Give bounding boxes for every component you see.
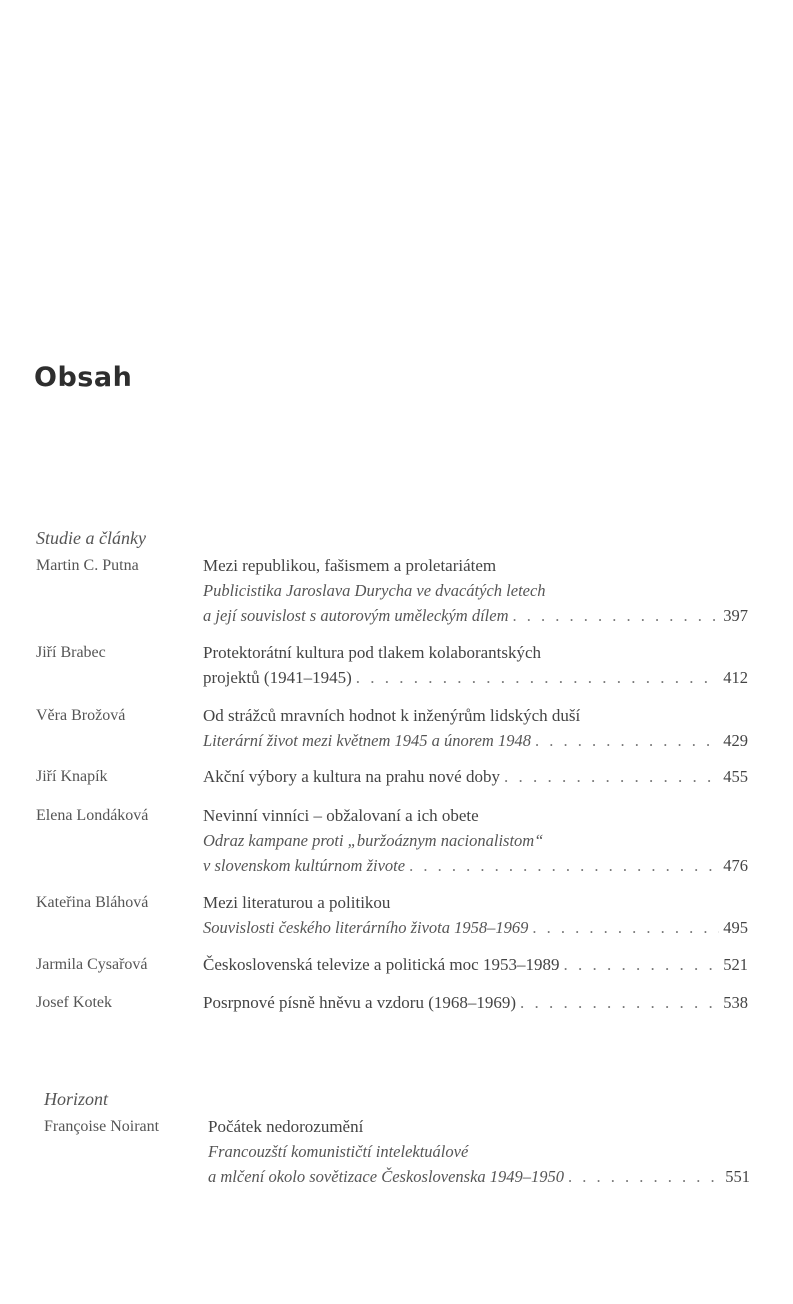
entry-author: Věra Brožová [36,707,126,724]
dot-leader [535,731,719,751]
page-number: 429 [723,731,748,750]
entry-title-line: Mezi literaturou a politikou [203,893,391,912]
page-number: 455 [723,767,748,786]
entry-title-line [208,1167,750,1187]
entry-title-line: Odraz kampane proti „buržoáznym nacionalistom“ [203,831,544,850]
dot-leader [563,955,719,975]
entry-author: Elena Londáková [36,807,149,824]
entry-author: Martin C. Putna [36,557,139,574]
entry-author: Jarmila Cysařová [36,956,148,973]
entry-title-text: Akční výbory a kultura na prahu nové doby [203,767,500,786]
page-number: 397 [723,606,748,625]
dot-leader [520,993,719,1013]
entry-title-text: Souvislosti českého literárního života 1958–1969 [203,918,529,937]
section-label: Studie a články [36,528,146,548]
entry-title-text: a mlčení okolo sovětizace Československa 1949–1950 [208,1167,565,1186]
entry-title-text: Československá televize a politická moc 1953–1989 [203,955,560,974]
page-number: 476 [723,856,748,875]
section-label: Horizont [44,1089,109,1109]
page-number: 521 [723,955,748,974]
dot-leader [568,1167,721,1187]
entry-title-line [203,731,748,751]
page-number: 412 [723,668,748,687]
entry-title-line [203,918,748,938]
dot-leader [356,668,720,688]
page-number: 495 [723,918,748,937]
entry-title-line: Protektorátní kultura pod tlakem kolaborantských [203,643,542,662]
entry-title-text: Posrpnové písně hněvu a vzdoru (1968–1969) [203,993,517,1012]
entry-title-text: Literární život mezi květnem 1945 a únorem 1948 [203,731,531,750]
entry-title-line [203,668,748,688]
entry-title-line: Od strážců mravních hodnot k inženýrům lidských duší [203,706,581,725]
entry-author: Françoise Noirant [44,1118,160,1135]
entry-author: Kateřina Bláhová [36,894,149,911]
entry-title-line: Počátek nedorozumění [208,1117,364,1136]
entry-author: Josef Kotek [36,994,112,1011]
entry-title-line: Publicistika Jaroslava Durycha ve dvacátých letech [203,581,546,600]
dot-leader [409,856,719,876]
entry-author: Jiří Knapík [36,768,108,785]
dot-leader [504,767,719,787]
entry-title-text: a její souvislost s autorovým uměleckým dílem [203,606,509,625]
entry-title-line [203,606,748,626]
entry-author: Jiří Brabec [36,644,106,661]
entry-title-line [203,856,748,876]
page-number: 538 [723,993,748,1012]
entry-title-line [203,955,748,975]
entry-title-line: Mezi republikou, fašismem a proletariátem [203,556,497,575]
dot-leader [532,918,719,938]
entry-title-line: Nevinní vinníci – obžalovaní a ich obete [203,806,479,825]
dot-leader [512,606,719,626]
entry-title-text: v slovenskom kultúrnom živote [203,856,406,875]
page-number: 551 [725,1167,750,1186]
page-title: Obsah [34,362,133,393]
entry-title-line [203,993,748,1013]
entry-title-line [203,767,748,787]
entry-title-line: Francouzští komunističtí intelektuálové [208,1142,469,1161]
entry-title-text: projektů (1941–1945) [203,668,352,687]
